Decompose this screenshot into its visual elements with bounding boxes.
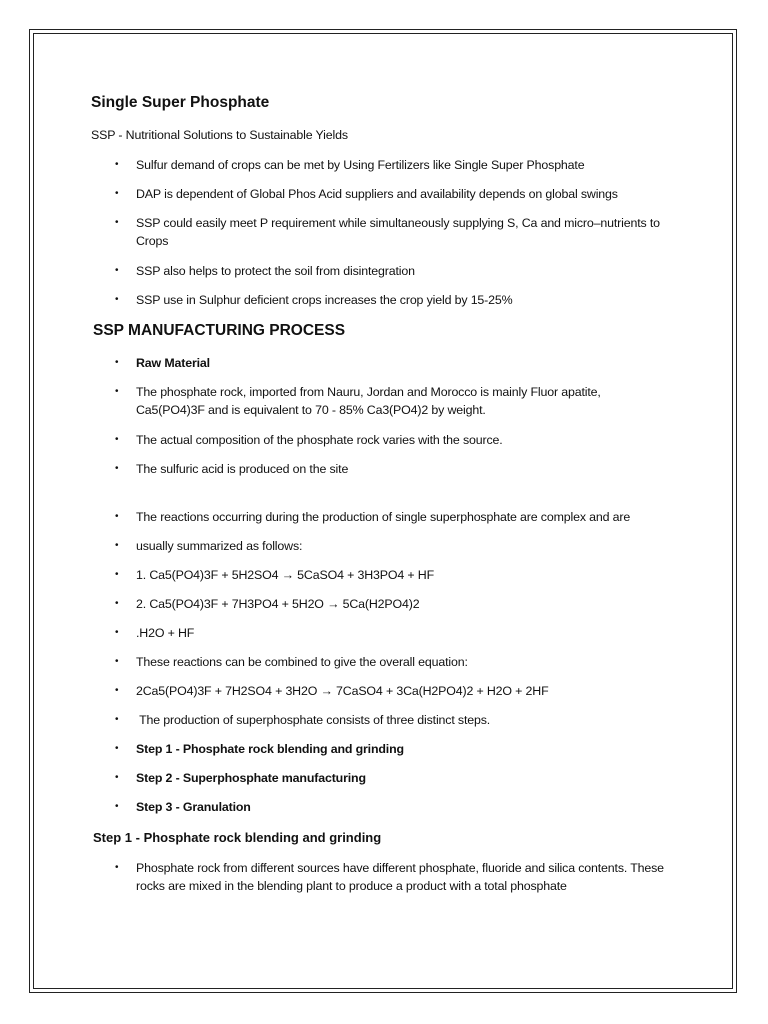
bullet-marker: •: [115, 265, 119, 276]
bullet-marker: •: [115, 714, 119, 725]
step-2-bullet: Step 2 - Superphosphate manufacturing: [136, 771, 366, 785]
bullet-marker: •: [115, 685, 119, 696]
intro-bullet-3: SSP could easily meet P requirement while simultaneously supplying S, Ca and micro–nutrients to Crops: [136, 216, 660, 248]
reaction-2: 2. Ca5(PO4)3F + 7H3PO4 + 5H2O → 5Ca(H2PO4)2: [136, 597, 420, 611]
bullet-marker: •: [115, 188, 119, 199]
bullet-marker: •: [115, 598, 119, 609]
step-3-bullet: Step 3 - Granulation: [136, 800, 251, 814]
document-title: Single Super Phosphate: [91, 94, 270, 111]
bullet-marker: •: [115, 386, 119, 397]
intro-bullet-5: SSP use in Sulphur deficient crops increases the crop yield by 15-25%: [136, 293, 513, 307]
intro-bullet-4: SSP also helps to protect the soil from disintegration: [136, 264, 415, 278]
bullet-marker: •: [115, 511, 119, 522]
process-bullet-2: The phosphate rock, imported from Nauru, Jordan and Morocco is mainly Fluor apatite, Ca5(PO4)3F and is equivalent to 70 - 85% Ca3(PO4)2 by weight.: [136, 385, 601, 417]
step-1-heading: Step 1 - Phosphate rock blending and grinding: [93, 830, 382, 845]
process-bullet-combined: These reactions can be combined to give the overall equation:: [136, 655, 468, 669]
document-subtitle: SSP - Nutritional Solutions to Sustainable Yields: [91, 128, 348, 142]
bullet-marker: •: [115, 434, 119, 445]
process-bullet-3: The actual composition of the phosphate rock varies with the source.: [136, 433, 503, 447]
bullet-marker: •: [115, 743, 119, 754]
intro-bullet-1: Sulfur demand of crops can be met by Using Fertilizers like Single Super Phosphate: [136, 158, 585, 172]
overall-equation: 2Ca5(PO4)3F + 7H2SO4 + 3H2O → 7CaSO4 + 3Ca(H2PO4)2 + H2O + 2HF: [136, 684, 549, 698]
reaction-2-continued: .H2O + HF: [136, 626, 195, 640]
section-heading: SSP MANUFACTURING PROCESS: [93, 322, 346, 339]
bullet-marker: •: [115, 656, 119, 667]
bullet-marker: •: [115, 540, 119, 551]
process-bullet-5: The reactions occurring during the production of single superphosphate are complex and are: [136, 510, 631, 524]
reaction-1: 1. Ca5(PO4)3F + 5H2SO4 → 5CaSO4 + 3H3PO4 + HF: [136, 568, 434, 582]
bullet-marker: •: [115, 217, 119, 228]
bullet-marker: •: [115, 569, 119, 580]
intro-bullet-2: DAP is dependent of Global Phos Acid suppliers and availability depends on global swings: [136, 187, 618, 201]
bullet-marker: •: [115, 159, 119, 170]
bullet-marker: •: [115, 627, 119, 638]
process-bullet-steps-intro: The production of superphosphate consists of three distinct steps.: [136, 713, 491, 727]
bullet-marker: •: [115, 463, 119, 474]
bullet-marker: •: [115, 772, 119, 783]
bullet-marker: •: [115, 862, 119, 873]
bullet-marker: •: [115, 801, 119, 812]
bullet-marker: •: [115, 357, 119, 368]
process-bullet-6: usually summarized as follows:: [136, 539, 303, 553]
process-bullet-4: The sulfuric acid is produced on the site: [136, 462, 349, 476]
step-1-bullet: Step 1 - Phosphate rock blending and grinding: [136, 742, 404, 756]
process-bullet-raw-material: Raw Material: [136, 356, 210, 370]
bullet-marker: •: [115, 294, 119, 305]
step-1-bullet-1: Phosphate rock from different sources have different phosphate, fluoride and silica contents. These rocks are mixed in the blending plant to produce a product with a total phosphate: [136, 861, 664, 893]
